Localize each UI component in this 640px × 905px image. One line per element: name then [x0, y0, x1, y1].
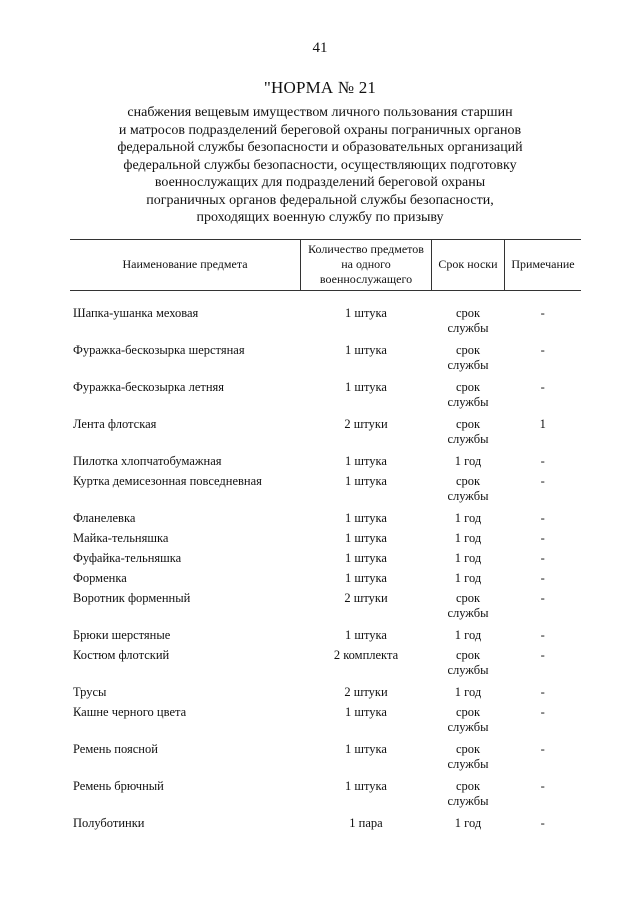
quantity-cell: 1 штука: [345, 380, 387, 394]
subtitle-line: федеральной службы безопасности, осуществляющих подготовку: [123, 157, 517, 173]
table-row: [70, 648, 581, 685]
quantity-cell: 1 штука: [345, 779, 387, 793]
wear-period-line: 1 год: [454, 551, 482, 565]
header-quantity: Количество предметов на одного военнослужащего: [301, 240, 432, 291]
item-name-cell: Полуботинки: [73, 816, 145, 830]
wear-period-line: срок: [455, 306, 481, 320]
wear-period-line: срок: [455, 591, 481, 605]
quantity-cell: 1 штука: [345, 511, 387, 525]
wear-period-line: службы: [447, 794, 489, 808]
item-name-cell: Фуражка-бескозырка шерстяная: [73, 343, 245, 357]
wear-period-line: срок: [455, 779, 481, 793]
subtitle-line: и матросов подразделений береговой охраны пограничных органов: [118, 122, 522, 138]
quantity-cell: 2 комплекта: [333, 648, 399, 662]
wear-period-line: срок: [455, 648, 481, 662]
note-cell: -: [540, 628, 545, 642]
quantity-cell: 1 штука: [345, 343, 387, 357]
subtitle-line: пограничных органов федеральной службы безопасности,: [146, 192, 494, 208]
note-cell: -: [540, 343, 545, 357]
header-note: Примечание: [505, 240, 582, 291]
item-name-cell: Кашне черного цвета: [73, 705, 187, 719]
wear-period-cell: [432, 591, 505, 628]
table-header-row: [70, 240, 581, 291]
header-item-name: Наименование предмета: [70, 240, 301, 291]
item-name-cell: Фланелевка: [73, 511, 136, 525]
quantity-cell: 2 штуки: [344, 417, 388, 431]
wear-period-line: службы: [447, 663, 489, 677]
wear-period-line: срок: [455, 474, 481, 488]
table-row: [70, 591, 581, 628]
quantity-cell: 1 штука: [345, 306, 387, 320]
note-cell: -: [540, 816, 545, 830]
quantity-cell: 1 штука: [345, 705, 387, 719]
table-row: [70, 380, 581, 417]
wear-period-line: 1 год: [454, 685, 482, 699]
table-row: [70, 551, 581, 571]
table-spacer: [70, 291, 581, 307]
quantity-cell: 1 штука: [345, 742, 387, 756]
note-cell: -: [540, 648, 545, 662]
item-name-cell: Воротник форменный: [73, 591, 191, 605]
table-row: [70, 511, 581, 531]
table-row: [70, 816, 581, 836]
note-cell: -: [540, 306, 545, 320]
table-row: [70, 306, 581, 343]
quantity-cell: 1 штука: [345, 474, 387, 488]
wear-period-line: 1 год: [454, 454, 482, 468]
item-name-cell: Шапка-ушанка меховая: [73, 306, 199, 320]
wear-period-cell: [432, 306, 505, 343]
note-cell: -: [540, 705, 545, 719]
wear-period-cell: [432, 816, 505, 836]
wear-period-line: срок: [455, 417, 481, 431]
table-row: [70, 705, 581, 742]
wear-period-line: 1 год: [454, 628, 482, 642]
table-row: [70, 571, 581, 591]
wear-period-cell: [432, 474, 505, 511]
wear-period-cell: [432, 628, 505, 648]
note-cell: 1: [539, 417, 546, 431]
wear-period-line: службы: [447, 489, 489, 503]
item-name-cell: Лента флотская: [73, 417, 157, 431]
document-title: "НОРМА № 21: [263, 78, 377, 97]
wear-period-line: службы: [447, 720, 489, 734]
quantity-cell: 1 штука: [345, 571, 387, 585]
item-name-cell: Пилотка хлопчатобумажная: [73, 454, 222, 468]
wear-period-line: срок: [455, 343, 481, 357]
wear-period-cell: [432, 705, 505, 742]
wear-period-cell: [432, 779, 505, 816]
note-cell: -: [540, 591, 545, 605]
subtitle-line: федеральной службы безопасности и образовательных организаций: [117, 140, 523, 155]
wear-period-line: службы: [447, 358, 489, 372]
quantity-cell: 2 штуки: [344, 685, 388, 699]
table-row: [70, 685, 581, 705]
quantity-cell: 2 штуки: [344, 591, 388, 605]
item-name-cell: Куртка демисезонная повседневная: [73, 474, 262, 488]
table-body: [70, 291, 581, 837]
wear-period-line: службы: [447, 395, 489, 409]
table-header: [70, 240, 581, 291]
wear-period-line: срок: [455, 742, 481, 756]
wear-period-line: 1 год: [454, 571, 482, 585]
item-name-cell: Форменка: [73, 571, 127, 585]
wear-period-cell: [432, 531, 505, 551]
wear-period-line: срок: [455, 705, 481, 719]
table-row: [70, 343, 581, 380]
note-cell: -: [540, 685, 545, 699]
item-name-cell: Фуражка-бескозырка летняя: [73, 380, 225, 394]
quantity-cell: 1 штука: [345, 454, 387, 468]
wear-period-cell: [432, 343, 505, 380]
norms-table-container: [70, 239, 575, 836]
wear-period-line: службы: [447, 757, 489, 771]
table-row: [70, 742, 581, 779]
subtitle-line: снабжения вещевым имуществом личного пользования старшин: [127, 105, 513, 120]
note-cell: -: [540, 551, 545, 565]
quantity-cell: 1 штука: [345, 531, 387, 545]
note-cell: -: [540, 511, 545, 525]
wear-period-cell: [432, 648, 505, 685]
wear-period-line: службы: [447, 606, 489, 620]
note-cell: -: [540, 454, 545, 468]
wear-period-cell: [432, 685, 505, 705]
item-name-cell: Брюки шерстяные: [73, 628, 171, 642]
wear-period-cell: [432, 551, 505, 571]
item-name-cell: Трусы: [73, 685, 107, 699]
item-name-cell: Фуфайка-тельняшка: [73, 551, 182, 565]
wear-period-line: службы: [447, 432, 489, 446]
wear-period-line: 1 год: [454, 816, 482, 830]
document-subtitle: [70, 104, 570, 227]
page-number: 41: [312, 40, 328, 56]
wear-period-cell: [432, 454, 505, 474]
item-name-cell: Костюм флотский: [73, 648, 170, 662]
wear-period-line: 1 год: [454, 511, 482, 525]
norms-table: [70, 239, 581, 836]
note-cell: -: [540, 474, 545, 488]
spacer-cell: [70, 291, 581, 307]
quantity-cell: 1 штука: [345, 628, 387, 642]
subtitle-line: военнослужащих для подразделений береговой охраны: [154, 175, 486, 190]
subtitle-line: проходящих военную службу по призыву: [196, 210, 444, 225]
table-row: [70, 531, 581, 551]
note-cell: -: [540, 742, 545, 756]
wear-period-cell: [432, 380, 505, 417]
table-row: [70, 454, 581, 474]
item-name-cell: Ремень брючный: [73, 779, 164, 793]
wear-period-cell: [432, 511, 505, 531]
note-cell: -: [540, 571, 545, 585]
item-name-cell: Ремень поясной: [73, 742, 158, 756]
wear-period-line: 1 год: [454, 531, 482, 545]
quantity-cell: 1 штука: [345, 551, 387, 565]
table-row: [70, 474, 581, 511]
wear-period-line: службы: [447, 321, 489, 335]
wear-period-cell: [432, 571, 505, 591]
wear-period-line: срок: [455, 380, 481, 394]
note-cell: -: [540, 779, 545, 793]
table-row: [70, 628, 581, 648]
item-name-cell: Майка-тельняшка: [73, 531, 169, 545]
wear-period-cell: [432, 742, 505, 779]
note-cell: -: [540, 531, 545, 545]
table-row: [70, 417, 581, 454]
header-wear-period: Срок носки: [432, 240, 505, 291]
wear-period-cell: [432, 417, 505, 454]
table-row: [70, 779, 581, 816]
quantity-cell: 1 пара: [349, 816, 383, 830]
note-cell: -: [540, 380, 545, 394]
